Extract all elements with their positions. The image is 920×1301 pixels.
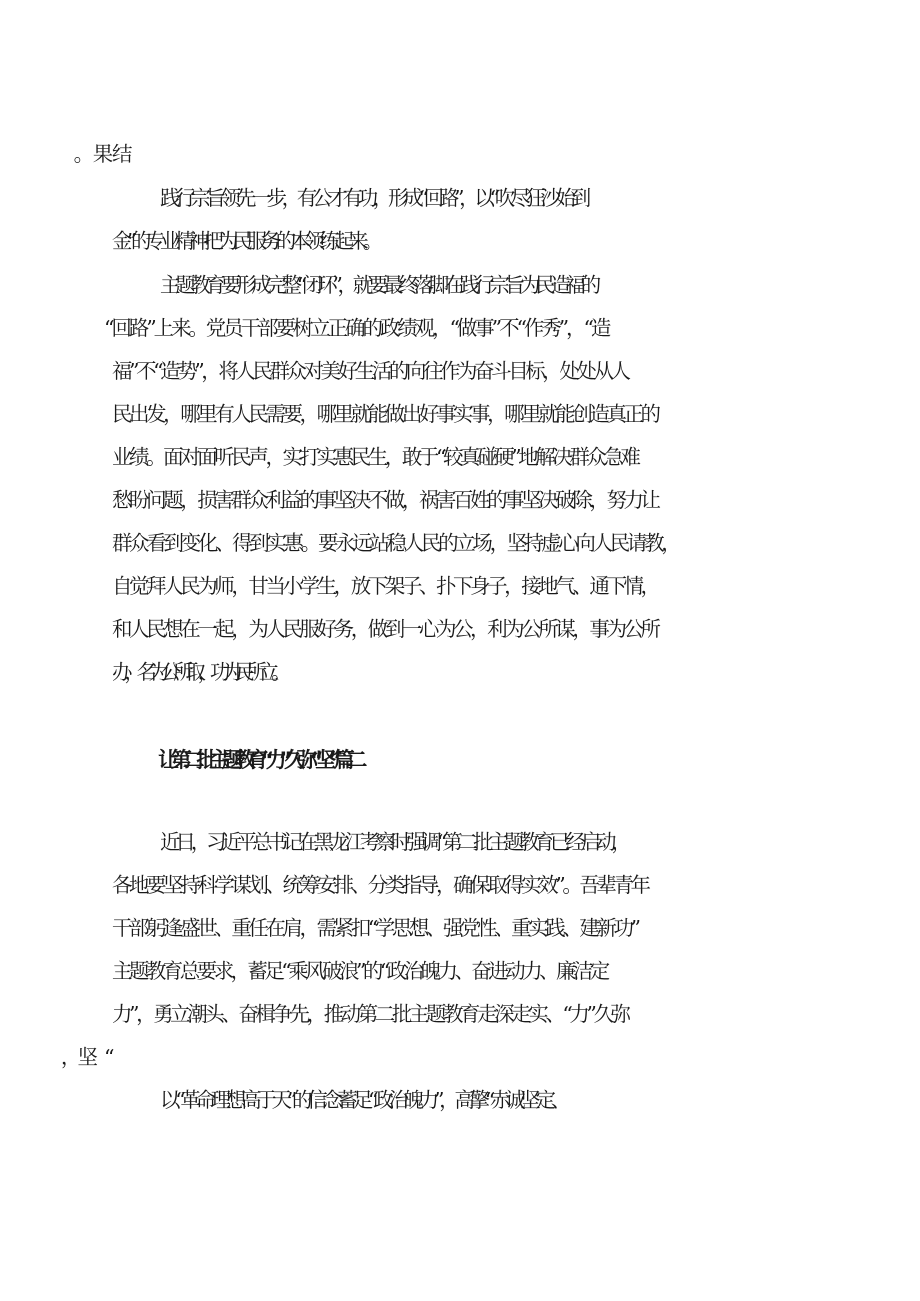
paragraph-line: 愁盼问题，损害群众利益的事坚决不做，祸害百姓的事坚决破除，努力让: [112, 488, 658, 512]
paragraph-line: 业绩。面对面听民声，实打实惠民生，敢于“较真碰硬”地解决群众急难: [112, 445, 638, 469]
paragraph-line: 主题教育要形成完整“闭环”，就要最终落脚在践行宗旨为民造福的: [160, 273, 596, 297]
paragraph-line: 各地要坚持科学谋划、统筹安排、分类指导，确保取得实效”。吾辈青年: [112, 873, 648, 897]
paragraph-line: 践行宗旨领先一步，有公才有功，形成“回路”，以“吹尽狂沙始到: [160, 186, 586, 210]
paragraph-line: “回路”上来。党员干部要树立正确的政绩观，“做事”不“作秀”，“造: [104, 316, 609, 340]
paragraph-line: 自觉拜人民为师，甘当小学生，放下架子、扑下身子，接地气、通下情，: [112, 574, 658, 598]
paragraph-line: [112, 140, 920, 168]
paragraph-line: [104, 1043, 920, 1071]
paragraph-line: 干部躬逢盛世、重任在肩，需紧扣“学思想、强党性、重实践、建新功”: [112, 916, 638, 940]
section-heading: 让第二批主题教育“力”久弥“坚”篇二: [158, 748, 360, 772]
paragraph-line: 民出发，哪里有人民需要，哪里就能做出好事实事，哪里就能创造真正的: [112, 402, 658, 426]
paragraph-line: 群众看到变化、得到实惠。要永远站稳人民的立场，坚持虚心向人民请教，: [112, 531, 679, 555]
paragraph-line: 主题教育总要求，蓄足“乘风破浪”的“政治魄力、奋进动力、廉洁定: [112, 959, 607, 983]
paragraph-line: 办，名为公所取，功为民所立。: [112, 660, 284, 684]
paragraph-line: 力”，勇立潮头、奋楫争先，推动第二批主题教育走深走实、“力”久弥: [112, 1002, 628, 1026]
paragraph-line: 福”不“造势”，将人民群众对美好生活的向往作为奋斗目标，处处从人: [112, 359, 628, 383]
paragraph-line: 金”的专业精神把为民服务的本领练起来。: [112, 229, 378, 253]
paragraph-line: 以“革命理想高于天”的信念蓄足“政治魄力”，高擎“赤诚坚定、: [160, 1088, 566, 1112]
paragraph-line: 和人民想在一起，为人民服好务，做到一心为公，利为公所谋，事为公所: [112, 617, 658, 641]
paragraph-line: 近日，习近平总书记在黑龙江考察时强调“第二批主题教育已经启动，: [160, 830, 627, 854]
